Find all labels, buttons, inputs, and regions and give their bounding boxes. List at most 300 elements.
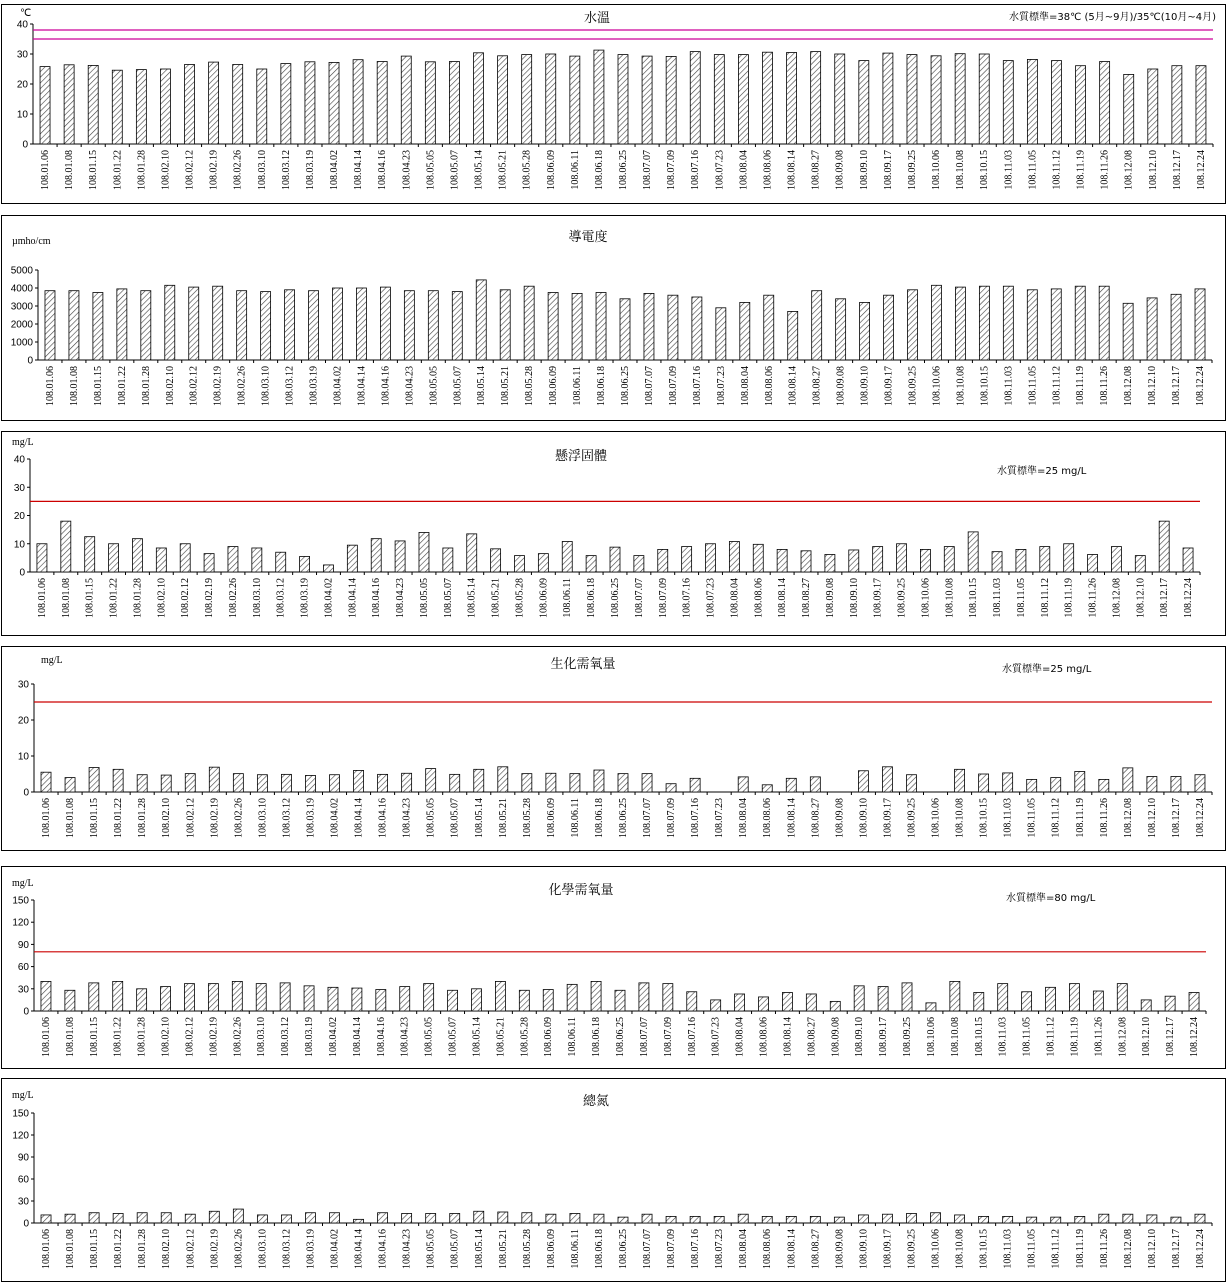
bar	[878, 987, 888, 1011]
bar	[474, 769, 484, 792]
bar	[753, 544, 763, 572]
y-tick-label: 0	[23, 1006, 29, 1018]
x-tick-label: 108.11.26	[1087, 578, 1099, 618]
bar	[738, 55, 748, 144]
bar	[968, 532, 978, 572]
x-tick-label: 108.08.27	[806, 1017, 818, 1057]
x-tick-label: 108.01.22	[116, 366, 128, 406]
bar	[524, 286, 534, 360]
x-tick-label: 108.06.18	[593, 1229, 605, 1269]
x-tick-label: 108.08.04	[734, 1017, 746, 1057]
bar	[1088, 554, 1098, 572]
x-tick-label: 108.09.10	[858, 798, 870, 838]
bar	[1148, 69, 1158, 144]
bar	[347, 545, 357, 572]
x-tick-label: 108.02.19	[212, 366, 224, 406]
x-tick-label: 108.05.05	[425, 1229, 437, 1269]
x-tick-label: 108.01.06	[40, 150, 52, 190]
bar	[400, 987, 410, 1011]
bar	[132, 539, 142, 572]
bar	[810, 777, 820, 792]
x-tick-label: 108.11.03	[1002, 798, 1014, 838]
x-tick-label: 108.04.23	[401, 798, 413, 838]
x-tick-label: 108.08.14	[782, 1017, 794, 1057]
x-tick-label: 108.04.16	[377, 798, 389, 838]
chart-frame	[2, 216, 1226, 421]
bar	[801, 551, 811, 572]
bar	[419, 532, 429, 572]
bar	[40, 67, 50, 144]
bar	[156, 548, 166, 572]
bar	[165, 285, 175, 360]
x-tick-label: 108.12.10	[1147, 366, 1159, 406]
y-tick-label: 10	[13, 539, 25, 551]
x-tick-label: 108.06.11	[567, 1017, 579, 1057]
x-tick-label: 108.11.03	[1002, 1229, 1014, 1269]
x-tick-label: 108.07.09	[666, 798, 678, 838]
x-tick-label: 108.02.19	[208, 150, 220, 190]
bar	[426, 769, 436, 792]
bar	[467, 534, 477, 572]
bar	[562, 541, 572, 572]
x-tick-label: 108.05.28	[519, 1017, 531, 1057]
bar	[682, 547, 692, 572]
x-tick-label: 108.08.04	[738, 798, 750, 838]
x-tick-label: 108.10.06	[930, 1229, 942, 1269]
x-tick-label: 108.01.06	[44, 366, 56, 406]
bar	[955, 1215, 965, 1223]
y-tick-label: 0	[23, 1218, 29, 1230]
x-tick-label: 108.01.28	[136, 150, 148, 190]
x-tick-label: 108.10.15	[979, 365, 991, 406]
x-tick-label: 108.12.24	[1194, 798, 1206, 838]
x-tick-label: 108.01.06	[41, 1229, 53, 1269]
bar	[257, 69, 267, 144]
bar	[642, 774, 652, 792]
bar	[377, 62, 387, 145]
x-tick-label: 108.06.11	[569, 150, 581, 190]
x-tick-label: 108.05.14	[476, 365, 488, 406]
x-tick-label: 108.01.15	[89, 798, 101, 838]
bar	[1171, 294, 1181, 360]
bar	[354, 1219, 364, 1223]
y-tick-label: 10	[16, 109, 28, 121]
bar	[1040, 547, 1050, 572]
bar	[495, 981, 505, 1011]
x-tick-label: 108.06.25	[620, 366, 631, 406]
x-tick-label: 108.11.19	[1074, 1229, 1086, 1269]
bar	[716, 308, 726, 360]
x-tick-label: 108.12.17	[1165, 1017, 1177, 1057]
x-tick-label: 108.11.12	[1050, 798, 1062, 838]
x-tick-label: 108.01.15	[88, 150, 100, 190]
x-tick-label: 108.03.19	[308, 366, 320, 406]
bar	[180, 544, 190, 572]
bar	[45, 291, 55, 360]
x-tick-label: 108.07.16	[690, 1229, 702, 1269]
bar	[714, 1216, 724, 1223]
bar	[729, 541, 739, 572]
x-tick-label: 108.09.10	[858, 1229, 870, 1269]
bar	[89, 768, 99, 792]
x-tick-label: 108.02.12	[184, 1017, 196, 1057]
y-tick-label: 20	[13, 511, 25, 522]
bar	[113, 981, 123, 1011]
x-tick-label: 108.04.02	[327, 1017, 339, 1057]
x-tick-label: 108.11.26	[1099, 366, 1111, 406]
bar	[596, 293, 606, 361]
x-tick-label: 108.08.06	[763, 366, 775, 406]
x-tick-label: 108.04.14	[351, 1017, 363, 1057]
x-tick-label: 108.02.10	[161, 798, 173, 838]
x-tick-label: 108.05.14	[473, 150, 485, 190]
x-tick-label: 108.12.24	[1195, 150, 1207, 190]
x-tick-label: 108.07.09	[667, 366, 679, 406]
bar	[692, 297, 702, 360]
x-tick-label: 108.02.12	[185, 1229, 197, 1269]
bar	[1099, 286, 1109, 360]
chart-water-temperature	[0, 4, 1227, 204]
bar	[570, 56, 580, 144]
x-tick-label: 108.03.19	[304, 150, 316, 190]
y-tick-label: 120	[12, 1130, 29, 1142]
bar	[1046, 987, 1056, 1011]
x-tick-label: 108.08.14	[786, 798, 798, 838]
chart-cod	[0, 866, 1227, 1069]
x-tick-label: 108.05.28	[521, 798, 533, 838]
bar	[738, 1214, 748, 1223]
bar	[276, 552, 286, 572]
bar	[642, 1214, 652, 1223]
x-tick-label: 108.08.06	[762, 150, 774, 190]
bar	[570, 1213, 580, 1223]
bar	[594, 50, 604, 144]
x-tick-label: 108.01.28	[137, 1229, 149, 1269]
x-tick-label: 108.06.25	[618, 150, 629, 190]
bar	[908, 290, 918, 360]
x-tick-label: 108.03.12	[281, 798, 293, 838]
x-tick-label: 108.09.17	[882, 798, 894, 838]
bar	[955, 769, 965, 792]
bar	[546, 54, 556, 144]
bar	[514, 556, 524, 572]
bar	[281, 1215, 291, 1223]
x-tick-label: 108.04.16	[371, 578, 383, 618]
x-tick-label: 108.04.02	[323, 578, 335, 618]
bar	[835, 54, 845, 144]
y-tick-label: 40	[16, 19, 28, 31]
x-tick-label: 108.09.25	[906, 1229, 918, 1269]
chart-total-nitrogen	[0, 1078, 1227, 1282]
x-tick-label: 108.11.05	[1026, 1229, 1038, 1269]
bar	[658, 549, 668, 572]
x-tick-label: 108.08.27	[810, 1229, 822, 1269]
x-tick-label: 108.01.22	[113, 1229, 125, 1269]
x-tick-label: 108.01.22	[112, 1017, 124, 1057]
x-tick-label: 108.11.05	[1027, 366, 1039, 406]
y-tick-label: 20	[17, 715, 29, 727]
bar	[1195, 775, 1205, 792]
x-tick-label: 108.12.24	[1195, 366, 1207, 406]
bar	[352, 988, 362, 1011]
x-tick-label: 108.12.08	[1117, 1017, 1129, 1057]
x-tick-label: 108.04.16	[377, 1229, 389, 1269]
chart-title: 懸浮固體	[554, 449, 608, 464]
x-tick-label: 108.01.15	[84, 578, 96, 618]
x-tick-label: 108.05.07	[452, 366, 464, 406]
x-tick-label: 108.02.19	[204, 578, 216, 618]
x-tick-label: 108.06.09	[543, 1017, 555, 1057]
x-tick-label: 108.11.26	[1098, 1229, 1110, 1269]
bar	[762, 785, 772, 792]
x-tick-label: 108.05.07	[449, 1229, 461, 1269]
bar	[209, 62, 219, 144]
x-tick-label: 108.08.04	[738, 150, 750, 190]
x-tick-label: 108.08.06	[753, 578, 765, 618]
x-tick-label: 108.05.05	[425, 150, 437, 190]
bar	[897, 544, 907, 572]
standard-label: 水質標準=38℃ (5月~9月)/35℃(10月~4月)	[1008, 12, 1216, 23]
bar	[305, 775, 315, 792]
bar	[425, 62, 435, 144]
x-tick-label: 108.03.12	[281, 1229, 293, 1269]
bar	[620, 299, 630, 360]
x-tick-label: 108.10.15	[968, 578, 980, 618]
x-tick-label: 108.10.08	[954, 798, 966, 838]
bar	[404, 291, 414, 360]
y-tick-label: 4000	[10, 283, 33, 295]
x-tick-label: 108.07.09	[666, 1229, 678, 1269]
x-tick-label: 108.07.16	[690, 150, 702, 190]
x-tick-label: 108.04.23	[395, 578, 407, 618]
y-tick-label: 30	[17, 1196, 29, 1208]
bar	[860, 302, 870, 360]
x-tick-label: 108.08.27	[801, 578, 813, 618]
bar	[1099, 779, 1109, 792]
x-tick-label: 108.05.21	[500, 366, 512, 407]
bar	[1159, 521, 1169, 572]
bar	[41, 981, 51, 1011]
standard-label: 水質標準=25 mg/L	[1002, 664, 1092, 675]
x-tick-label: 108.10.15	[979, 150, 991, 190]
bar	[356, 288, 366, 360]
y-tick-label: 5000	[10, 265, 33, 277]
bar	[1124, 74, 1134, 144]
chart-title: 導電度	[568, 230, 608, 245]
bar	[161, 1213, 171, 1223]
x-tick-label: 108.02.19	[209, 798, 221, 838]
bar	[663, 984, 673, 1011]
x-tick-label: 108.12.17	[1171, 150, 1183, 190]
bar	[567, 984, 577, 1011]
x-tick-label: 108.07.07	[642, 150, 654, 190]
bar	[764, 295, 774, 360]
x-tick-label: 108.03.19	[304, 1017, 316, 1057]
x-tick-label: 108.02.26	[236, 366, 248, 406]
y-axis-unit: mg/L	[12, 437, 34, 448]
x-tick-label: 108.01.15	[92, 366, 104, 406]
bar	[1051, 778, 1061, 792]
y-tick-label: 30	[17, 679, 29, 691]
x-tick-label: 108.08.27	[810, 798, 822, 838]
x-tick-label: 108.04.23	[401, 1229, 413, 1269]
bar	[305, 1213, 315, 1223]
x-tick-label: 108.04.14	[353, 150, 365, 190]
bar	[426, 1213, 436, 1223]
x-tick-label: 108.05.21	[497, 149, 509, 190]
x-tick-label: 108.02.26	[233, 798, 245, 838]
bar	[979, 286, 989, 360]
bar	[402, 1213, 412, 1223]
x-tick-label: 108.10.15	[973, 1017, 985, 1057]
bar	[1123, 303, 1133, 360]
bar	[89, 1213, 99, 1223]
x-tick-label: 108.07.07	[633, 578, 645, 618]
bar	[759, 997, 769, 1011]
x-tick-label: 108.11.03	[1003, 366, 1015, 406]
chart-bod	[0, 646, 1227, 851]
bar	[228, 547, 238, 572]
bar	[450, 774, 460, 792]
y-axis-unit: mg/L	[12, 1090, 34, 1101]
x-tick-label: 108.11.19	[1074, 798, 1086, 838]
bar	[706, 544, 716, 572]
x-tick-label: 108.05.28	[521, 1229, 533, 1269]
bar	[257, 775, 267, 792]
bar	[354, 770, 364, 792]
x-tick-label: 108.11.19	[1075, 366, 1087, 406]
y-tick-label: 0	[19, 567, 25, 579]
bar	[69, 291, 79, 360]
x-tick-label: 108.01.28	[136, 1017, 148, 1057]
bar	[281, 774, 291, 792]
bar	[690, 778, 700, 792]
x-tick-label: 108.10.06	[925, 1017, 937, 1057]
bar	[208, 984, 218, 1011]
x-tick-label: 108.05.05	[428, 366, 440, 406]
x-tick-label: 108.12.10	[1141, 1017, 1153, 1057]
x-tick-label: 108.05.07	[449, 150, 461, 190]
chart-title: 化學需氧量	[548, 883, 614, 898]
bar	[1003, 61, 1013, 144]
x-tick-label: 108.05.05	[418, 578, 430, 618]
bar	[448, 990, 458, 1011]
x-tick-label: 108.08.14	[787, 366, 799, 406]
bar	[304, 986, 314, 1011]
bar	[1123, 1214, 1133, 1223]
bar	[1027, 290, 1037, 360]
bar	[41, 1215, 51, 1223]
bar	[906, 775, 916, 792]
x-tick-label: 108.11.03	[992, 577, 1004, 618]
bar	[522, 1213, 532, 1223]
bar	[285, 290, 295, 360]
x-tick-label: 108.06.18	[593, 150, 605, 190]
bar	[836, 299, 846, 360]
bar	[787, 53, 797, 145]
x-tick-label: 108.07.07	[643, 366, 655, 406]
bar	[1027, 779, 1037, 792]
bar	[93, 293, 103, 361]
x-tick-label: 108.10.15	[978, 798, 990, 839]
bar	[572, 293, 582, 360]
bar	[184, 984, 194, 1011]
x-tick-label: 108.10.08	[944, 578, 956, 618]
bar	[474, 1211, 484, 1223]
x-tick-label: 108.09.25	[896, 578, 908, 618]
bar	[586, 556, 596, 572]
bar	[1135, 556, 1145, 572]
bar	[113, 1213, 123, 1223]
bar	[1141, 1000, 1151, 1011]
bar	[424, 984, 434, 1011]
x-tick-label: 108.07.23	[714, 798, 726, 838]
bar	[610, 547, 620, 572]
bar	[261, 292, 271, 360]
x-tick-label: 108.07.16	[691, 366, 703, 406]
x-tick-label: 108.06.09	[538, 578, 550, 618]
bar	[498, 56, 508, 144]
y-tick-label: 150	[12, 895, 29, 907]
x-tick-label: 108.01.28	[137, 798, 149, 838]
bar	[944, 547, 954, 572]
x-tick-label: 108.08.06	[762, 1229, 774, 1269]
bar	[849, 550, 859, 572]
x-tick-label: 108.12.08	[1111, 578, 1123, 618]
bar	[1100, 62, 1110, 145]
bar	[920, 549, 930, 572]
bar	[1075, 771, 1085, 792]
x-tick-label: 108.04.16	[380, 366, 392, 406]
bar	[117, 289, 127, 360]
x-tick-label: 108.08.14	[777, 578, 789, 618]
x-tick-label: 108.05.21	[497, 798, 509, 838]
bar	[1183, 548, 1193, 572]
x-tick-label: 108.03.10	[256, 150, 268, 190]
bar	[1171, 777, 1181, 792]
x-tick-label: 108.09.08	[834, 1229, 846, 1269]
bar	[329, 62, 339, 144]
bar	[854, 986, 864, 1011]
x-tick-label: 108.12.10	[1146, 1229, 1158, 1269]
bar	[591, 981, 601, 1011]
x-tick-label: 108.05.28	[524, 366, 536, 406]
x-tick-label: 108.02.12	[188, 366, 200, 406]
x-tick-label: 108.09.10	[854, 1017, 866, 1057]
bar	[204, 554, 214, 572]
x-tick-label: 108.02.26	[227, 578, 239, 618]
bar	[209, 767, 219, 792]
x-tick-label: 108.03.10	[251, 578, 263, 618]
x-tick-label: 108.10.06	[920, 578, 932, 618]
x-tick-label: 108.05.07	[449, 798, 461, 838]
bar	[443, 548, 453, 572]
bar	[931, 56, 941, 144]
x-tick-label: 108.08.06	[762, 798, 774, 838]
x-tick-label: 108.08.14	[786, 1229, 798, 1269]
bar	[858, 771, 868, 792]
x-tick-label: 108.04.23	[404, 366, 416, 406]
x-tick-label: 108.03.19	[299, 578, 311, 618]
x-tick-label: 108.09.25	[902, 1017, 914, 1057]
bar	[232, 981, 242, 1011]
bar	[690, 1216, 700, 1223]
x-tick-label: 108.05.05	[425, 798, 437, 838]
bar	[1111, 547, 1121, 572]
x-tick-label: 108.12.10	[1146, 798, 1158, 838]
bar	[546, 1214, 556, 1223]
x-tick-label: 108.01.08	[65, 798, 77, 838]
